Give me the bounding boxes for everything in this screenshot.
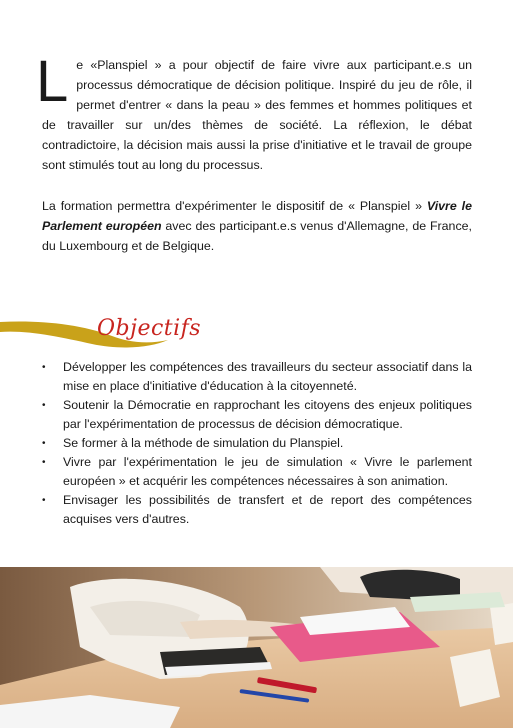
intro-text [36, 49, 472, 277]
list-item: • Vivre par l'expérimentation le jeu de simulation « Vivre le parlement européen » et acquérir les compétences nécessaires à son animation. [42, 453, 472, 491]
intro-paragraph-1: e «Planspiel » a pour objectif de faire vivre aux participant.e.s un processus démocratique de décision politique. Inspiré du jeu de rôle, il permet d'entrer « dans la peau » des femmes et hommes politiques et de travailler sur un/des thèmes de société. La réflexion, le débat contradictoire, la décision mais aussi la prise d'initiative et le travail de groupe sont stimulés tout au long du processus. [42, 58, 472, 172]
list-item: • Se former à la méthode de simulation du Planspiel. [42, 434, 472, 453]
intro-p2-text-before: La formation permettra d'expérimenter le dispositif de « Planspiel » [42, 199, 427, 213]
workshop-photo-illustration [0, 567, 513, 728]
list-item: • Soutenir la Démocratie en rapprochant les citoyens des enjeux politiques par l'expérimentation de processus de décision démocratique. [42, 396, 472, 434]
list-item: • Développer les compétences des travailleurs du secteur associatif dans la mise en place d'initiative d'éducation à la citoyenneté. [42, 358, 472, 396]
objectifs-heading [0, 310, 260, 360]
intro-p2-text-after: avec des participant.e.s venus d'Allemagne, de France, du Luxembourg et de Belgique. [42, 219, 472, 253]
objectifs-list [42, 358, 472, 529]
objectifs-title: Objectifs [97, 316, 202, 341]
program-name: Vivre le Parlement européen [42, 199, 472, 233]
intro-paragraph-2 [42, 196, 472, 256]
list-item: • Envisager les possibilités de transfert et de report des compétences acquises vers d'autres. [42, 491, 472, 529]
workshop-photo [0, 567, 513, 728]
drop-cap: L [36, 49, 69, 114]
